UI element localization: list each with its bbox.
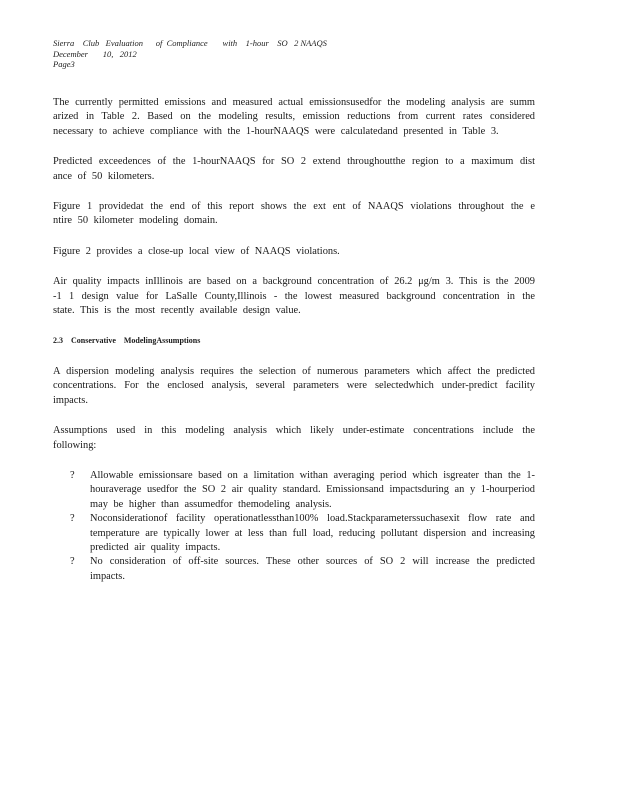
header-title: Sierra Club Evaluation of Compliance with 1-hour SO 2 NAAQS [53, 38, 327, 48]
list-item [53, 555, 535, 584]
list-item-text: No consideration of off-site sources. These other sources of SO 2 will increase the predicted impacts. [90, 556, 535, 582]
header-date: December 10, 2012 [53, 48, 137, 59]
paragraph-emissions: The currently permitted emissions and measured actual emissionsusedfor the modeling analysis are summ arized in Table 2. Based on the modeling results, emission reductions from current rates considered necessary to achieve compliance with the 1-hourNAAQS were calculatedand presented in Table 3. [53, 97, 535, 137]
paragraph-assumptions: Assumptions used in this modeling analysis which likely under-estimate concentrations include the following: [53, 425, 535, 451]
running-header [53, 38, 327, 70]
paragraph-figure-2: Figure 2 provides a close-up local view of NAAQS violations. [53, 245, 340, 257]
bullet-marker: ? [70, 469, 75, 481]
list-item-text: Allowable emissionsare based on a limitation withan averaging period which isgreater than the 1-houraverage usedfor the SO 2 air quality standard. Emissionsand impactsduring an y 1-hourperiod may be higher than assumedfor themodeling analysis. [90, 469, 535, 510]
list-item [53, 469, 535, 512]
paragraph-dispersion: A dispersion modeling analysis requires the selection of numerous parameters which affect the predicted concentrations. For the enclosed analysis, several parameters were selectedwhich under-predict facility impacts. [53, 365, 535, 406]
paragraph-figure-1: Figure 1 providedat the end of this report shows the ext ent of NAAQS violations throughout the e ntire 50 kilometer modeling domain. [53, 201, 535, 227]
header-page: Page3 [53, 59, 75, 69]
paragraph-exceedences: Predicted exceedences of the 1-hourNAAQS for SO 2 extend throughoutthe region to a maximum dist ance of 50 kilometers. [53, 156, 535, 182]
assumption-list [53, 469, 535, 584]
document-body [53, 96, 535, 584]
list-item-text: Noconsiderationof facility operationatlessthan100% load.Stackparameterssuchasexit flow rate and temperature are typically lower at less than full load, reducing pollutant dispersion and increasing predicted air quality impacts. [90, 513, 535, 553]
list-item [53, 512, 535, 555]
section-heading: 2.3 Conservative ModelingAssumptions [53, 336, 201, 346]
bullet-marker: ? [70, 556, 75, 568]
bullet-marker: ? [70, 513, 75, 525]
paragraph-background: Air quality impacts inIllinois are based on a background concentration of 26.2 μg/m 3. This is the 2009 -1 1 design value for LaSalle County,Illinois - the lowest measured background concentration in the state. This is the most recently available design value. [53, 276, 535, 317]
